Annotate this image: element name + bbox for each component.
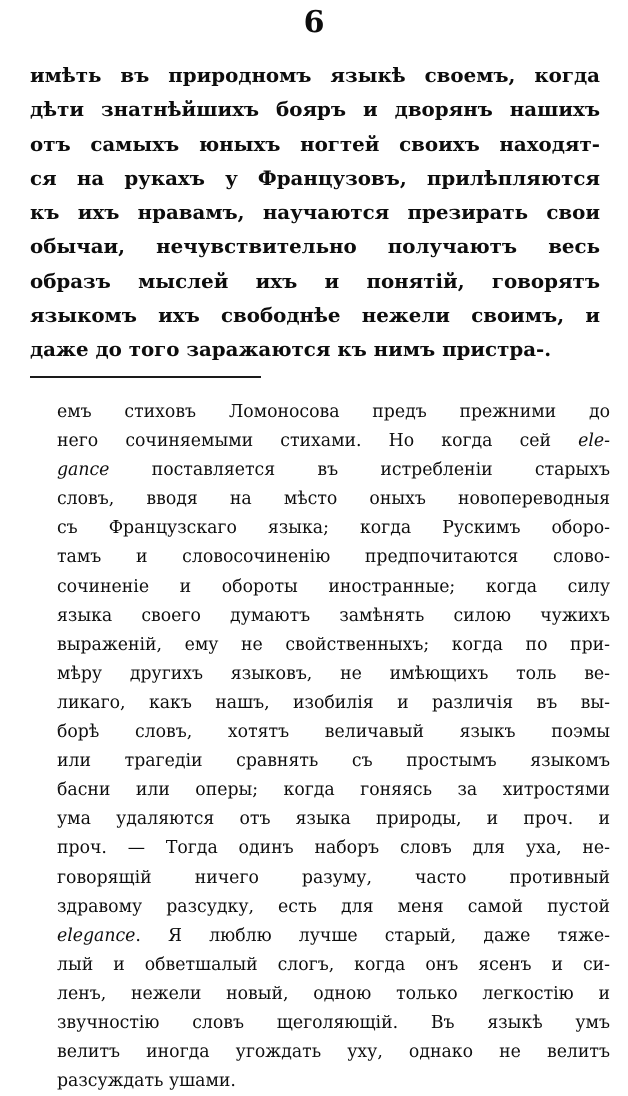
footnote-line: тамъ и словосочиненію предпочитаются слово- xyxy=(57,547,610,568)
main-text-line: къ ихъ нравамъ, научаются презирать свои xyxy=(30,200,600,225)
footnote-line: лый и обветшалый слогъ, когда онъ ясенъ и си- xyxy=(57,954,610,975)
footnote-line: выраженій, ему не свойственныхъ; когда по при- xyxy=(57,634,610,655)
main-text-line: имѣть въ природномъ языкѣ своемъ, когда xyxy=(30,63,600,87)
footnote-line: elegance. Я люблю лучше старый, даже тяже- xyxy=(57,925,610,946)
footnote-line: съ Французскаго языка; когда Рускимъ оборо- xyxy=(57,518,610,539)
footnote-line: велитъ иногда угождать уху, однако не велитъ xyxy=(57,1042,610,1063)
footnote-line: басни или оперы; когда гоняясь за хитростями xyxy=(57,780,610,801)
main-text-line: дѣти знатнѣйшихъ бояръ и дворянъ нашихъ xyxy=(30,97,600,122)
main-text-line: даже до того заражаются къ нимъ пристра-. xyxy=(30,337,552,362)
footnote-line: проч. — Тогда одинъ наборъ словъ для уха, не- xyxy=(57,838,610,859)
footnote-line: говорящій ничего разуму, часто противный xyxy=(57,867,610,888)
footnote-line: ликаго, какъ нашъ, изобилія и различія въ вы- xyxy=(57,692,610,713)
footnote-line: емъ стиховъ Ломоносова предъ прежними до xyxy=(57,402,610,422)
main-text-line: отъ самыхъ юныхъ ногтей своихъ находят- xyxy=(30,131,600,156)
footnote-line: словъ, вводя на мѣсто оныхъ новопереводныя xyxy=(57,489,610,510)
footnote-line: борѣ словъ, хотятъ величавый языкъ поэмы xyxy=(57,722,610,743)
footnote-divider xyxy=(30,376,261,378)
latin-word-elegance: ele- xyxy=(578,431,610,452)
footnote-line: gance поставляется въ истребленіи старыхъ xyxy=(57,460,610,481)
main-text-line: ся на рукахъ у Французовъ, прилѣпляются xyxy=(30,165,600,190)
footnote-line: звучностію словъ щеголяющій. Въ языкѣ умъ xyxy=(57,1012,610,1033)
footnote-line: языка своего думаютъ замѣнять силою чужихъ xyxy=(57,605,610,626)
latin-word-elegance: gance xyxy=(57,460,110,481)
footnote-line: него сочиняемыми стихами. Но когда сей ele- xyxy=(57,431,610,452)
footnote-line: мѣру другихъ языковъ, не имѣющихъ толь ве- xyxy=(57,663,610,684)
footnote-line: разсуждать ушами. xyxy=(57,1071,236,1092)
footnote-line: здравому разсудку, есть для меня самой пустой xyxy=(57,896,610,917)
footnote-line: или трагедіи сравнять съ простымъ языкомъ xyxy=(57,751,610,772)
main-text-line: образъ мыслей ихъ и понятій, говорятъ xyxy=(30,268,600,293)
page-number: 6 xyxy=(303,5,325,40)
main-text-block xyxy=(30,58,600,367)
footnote-block xyxy=(57,398,610,1096)
footnote-line: сочиненіе и обороты иностранные; когда силу xyxy=(57,576,610,597)
footnote-line: ленъ, нежели новый, одною только легкостію и xyxy=(57,983,610,1004)
main-text-line: обычаи, нечувствительно получаютъ весь xyxy=(30,234,600,259)
main-text-line: языкомъ ихъ свободнѣе нежели своимъ, и xyxy=(30,303,600,328)
footnote-line: ума удаляются отъ языка природы, и проч. и xyxy=(57,809,610,830)
latin-word-elegance: elegance xyxy=(57,925,136,946)
